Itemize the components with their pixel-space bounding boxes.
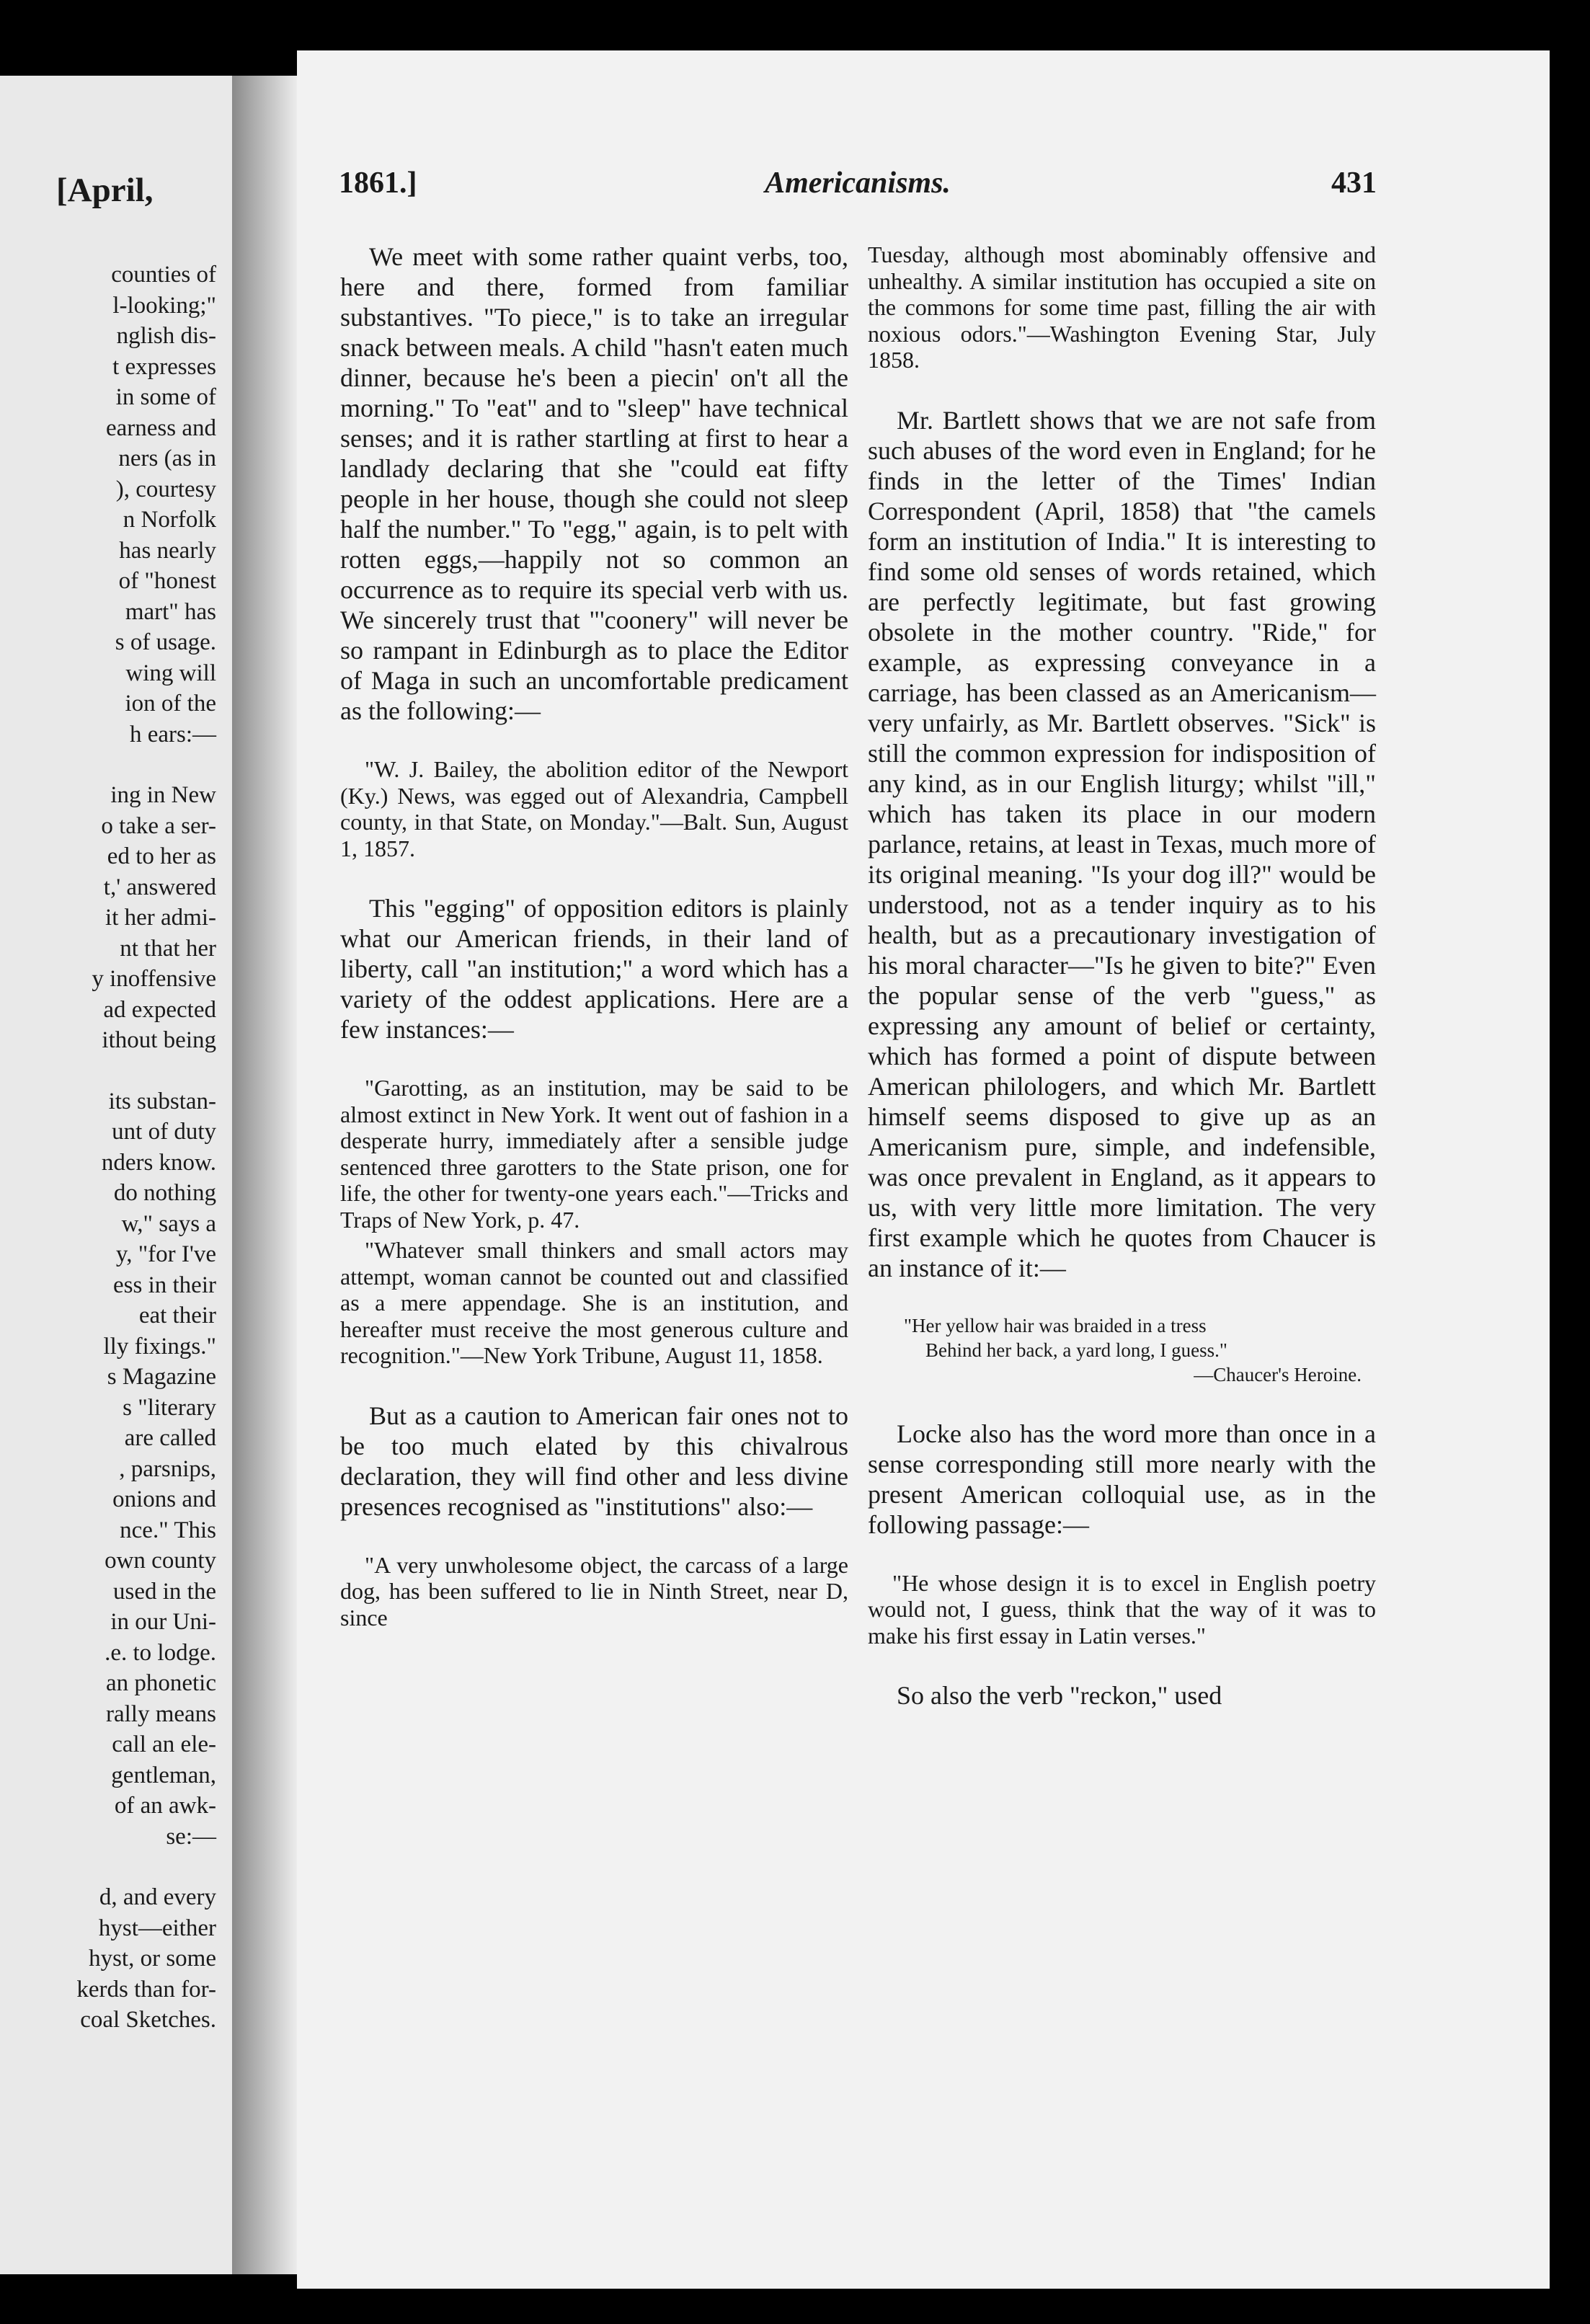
left-page-line: rally means — [105, 1700, 216, 1727]
left-page-line: w," says a — [121, 1210, 216, 1237]
column-left — [340, 241, 848, 1635]
left-page-line: onions and — [112, 1486, 216, 1512]
left-page-line: an phonetic — [105, 1670, 216, 1696]
paragraph: So also the verb "reckon," used — [897, 1681, 1222, 1710]
left-page-line: call an ele- — [112, 1731, 216, 1757]
verse-line: Behind her back, a yard long, I guess." — [925, 1339, 1227, 1361]
verse-quotation — [868, 1313, 1376, 1387]
main-page — [297, 50, 1550, 2289]
verse-line: "Her yellow hair was braided in a tress — [904, 1314, 1207, 1336]
left-page-line: unt of duty — [112, 1119, 216, 1145]
left-page-line: in some of — [115, 384, 216, 410]
left-page-line: ion of the — [125, 691, 216, 717]
page-number: 431 — [1331, 167, 1377, 200]
left-page-line: its substan- — [108, 1088, 216, 1114]
block-quote: "A very unwholesome object, the carcass of a large dog, has been suffered to lie in Ninth Street, near D, since — [340, 1551, 848, 1631]
left-page-line: kerds than for- — [76, 1976, 216, 2003]
left-page-line: s of usage. — [115, 629, 216, 655]
left-page-line: do nothing — [113, 1180, 216, 1206]
left-page-line: coal Sketches. — [80, 2007, 216, 2033]
block-quote: Tuesday, although most abominably offensive and unhealthy. A similar institution has occupied a site on the commons for some time past, filling the air with noxious odors."—Washington Evening Star, July 1858. — [868, 241, 1376, 373]
left-page-line: of "honest — [118, 568, 216, 594]
left-page-line: hyst, or some — [89, 1946, 216, 1972]
left-page-line: d, and every — [99, 1884, 216, 1910]
left-page-line: nt that her — [120, 935, 216, 962]
left-page-line: s Magazine — [107, 1364, 216, 1390]
left-page-line: hyst—either — [98, 1915, 216, 1941]
verse-attribution: —Chaucer's Heroine. — [1194, 1363, 1362, 1385]
left-page-line: n Norfolk — [123, 507, 216, 533]
left-page-line: eat their — [138, 1303, 216, 1329]
left-page-fragment — [0, 76, 232, 2274]
left-page-line: used in the — [113, 1578, 216, 1605]
left-page-line: , parsnips, — [119, 1455, 216, 1482]
paragraph: But as a caution to American fair ones not to be too much elated by this chivalrous declaration, they will find other and less divine presences recognised as "institutions" also:— — [340, 1401, 848, 1521]
paragraph: Locke also has the word more than once in a sense corresponding still more nearly with the present American colloquial use, as in the following passage:— — [868, 1419, 1376, 1539]
left-page-line: counties of — [111, 262, 216, 288]
left-page-line: of an awk- — [114, 1793, 216, 1819]
left-page-line: nders know. — [101, 1149, 216, 1176]
left-page-line: mart" has — [125, 598, 216, 625]
left-page-line: ), courtesy — [115, 476, 216, 502]
left-page-line: lly fixings." — [103, 1333, 216, 1360]
left-page-line: ners (as in — [118, 445, 216, 471]
left-page-line — [0, 750, 232, 780]
left-page-line: s "literary — [123, 1394, 216, 1421]
left-page-line: in our Uni- — [110, 1609, 216, 1635]
left-page-line: are called — [124, 1425, 216, 1451]
left-page-line: ad expected — [103, 996, 216, 1023]
left-page-line: it her admi- — [105, 905, 216, 931]
left-page-text — [0, 260, 232, 2036]
left-page-line: ithout being — [102, 1027, 216, 1053]
block-quote: "Garotting, as an institution, may be said to be almost extinct in New York. It went out of fashion in a desperate hurry, immediately after a sensible judge sentenced three garotters to the State prison, one for life, the other for twenty-one years each."—Tricks and Traps of New York, p. 47. — [340, 1075, 848, 1233]
left-page-line: gentleman, — [111, 1762, 216, 1788]
header-title: Americanisms. — [765, 167, 951, 200]
left-page-line: o take a ser- — [101, 812, 216, 839]
paragraph: This "egging" of opposition editors is plainly what our American friends, in their land of liberty, call "an institution;" a word which has a variety of the oddest applications. Here are a few instances:— — [340, 894, 848, 1044]
block-quote: "W. J. Bailey, the abolition editor of the Newport (Ky.) News, was egged out of Alexandria, Campbell county, in that State, on Monday."—Balt. Sun, August 1, 1857. — [340, 756, 848, 861]
left-page-line: y inoffensive — [92, 966, 216, 992]
block-quote: "Whatever small thinkers and small actors may attempt, woman cannot be counted out and classified as a mere appendage. She is an institution, and hereafter must receive the most generous culture and recognition."—New York Tribune, August 11, 1858. — [340, 1237, 848, 1368]
left-page-line: se:— — [166, 1823, 216, 1850]
left-page-line: .e. to lodge. — [105, 1639, 216, 1666]
left-page-line: wing will — [125, 660, 216, 686]
left-page-line: ing in New — [110, 782, 216, 808]
header-year: 1861.] — [339, 167, 417, 200]
left-page-line: h ears:— — [129, 721, 216, 748]
paragraph: Mr. Bartlett shows that we are not safe from such abuses of the word even in England; for he finds in the letter of the Times' Indian Correspondent (April, 1858) that "the camels form an institution of India." It is interesting to find some old senses of words retained, which are perfectly legitimate, but fast growing obsolete in the mother country. "Ride," for example, as expressing conveyance in a carriage, has been classed as an Americanism—very unfairly, as Mr. Bartlett observes. "Sick" is still the common expression for indisposition of any kind, as in our English liturgy; whilst "ill," which has taken its place in our modern parlance, retains, at least in Texas, much more of its original meaning. "Is your dog ill?" would be understood, not as a tender inquiry as to his health, but as a precautionary investigation of his moral character—"Is he given to bite?" Even the popular sense of the verb "guess," as expressing any amount of belief or certainty, which has formed a point of dispute between American philologers, and which Mr. Bartlett himself seems disposed to give up as an Americanism pure, simple, and indefensible, was once prevalent in England, as it appears to us, with very little more limitation. The very first example which he quotes from Chaucer is an instance of it:— — [868, 405, 1376, 1282]
left-page-line: nce." This — [120, 1517, 216, 1543]
left-page-line: own county — [105, 1548, 216, 1574]
left-page-line: has nearly — [119, 537, 216, 564]
block-quote: "He whose design it is to excel in English poetry would not, I guess, think that the way of it was to make his first essay in Latin verses." — [868, 1569, 1376, 1649]
left-page-line — [0, 1056, 232, 1086]
left-page-line: y, "for I've — [115, 1241, 216, 1267]
left-page-line: ed to her as — [107, 843, 216, 869]
left-page-line — [0, 1852, 232, 1882]
left-page-line: nglish dis- — [116, 323, 216, 349]
left-page-line: t,' answered — [103, 874, 216, 900]
left-page-line: earness and — [105, 414, 216, 441]
left-page-line: ess in their — [113, 1272, 216, 1298]
paragraph: We meet with some rather quaint verbs, too, here and there, formed from familiar substantives. "To piece," is to take an irregular snack between meals. A child "hasn't eaten much dinner, because he's been a piecin' on't all the morning." To "eat" and to "sleep" have technical senses; and it is rather startling at first to hear a landlady declaring that she "could eat fifty people in her house, though she could not sleep half the number." To "egg," again, is to pelt with rotten eggs,—happily not so common an occurrence as to require its special verb with us. We sincerely trust that "'coonery" will never be so rampant in Edinburgh as to place the Editor of Maga in such an uncomfortable predicament as the following:— — [340, 242, 848, 725]
left-page-header: [April, — [56, 172, 154, 209]
column-right — [868, 241, 1376, 1741]
left-page-line: t expresses — [112, 353, 216, 380]
running-header — [339, 166, 1377, 223]
left-page-line: l-looking;" — [112, 292, 216, 319]
book-gutter — [232, 76, 297, 2274]
